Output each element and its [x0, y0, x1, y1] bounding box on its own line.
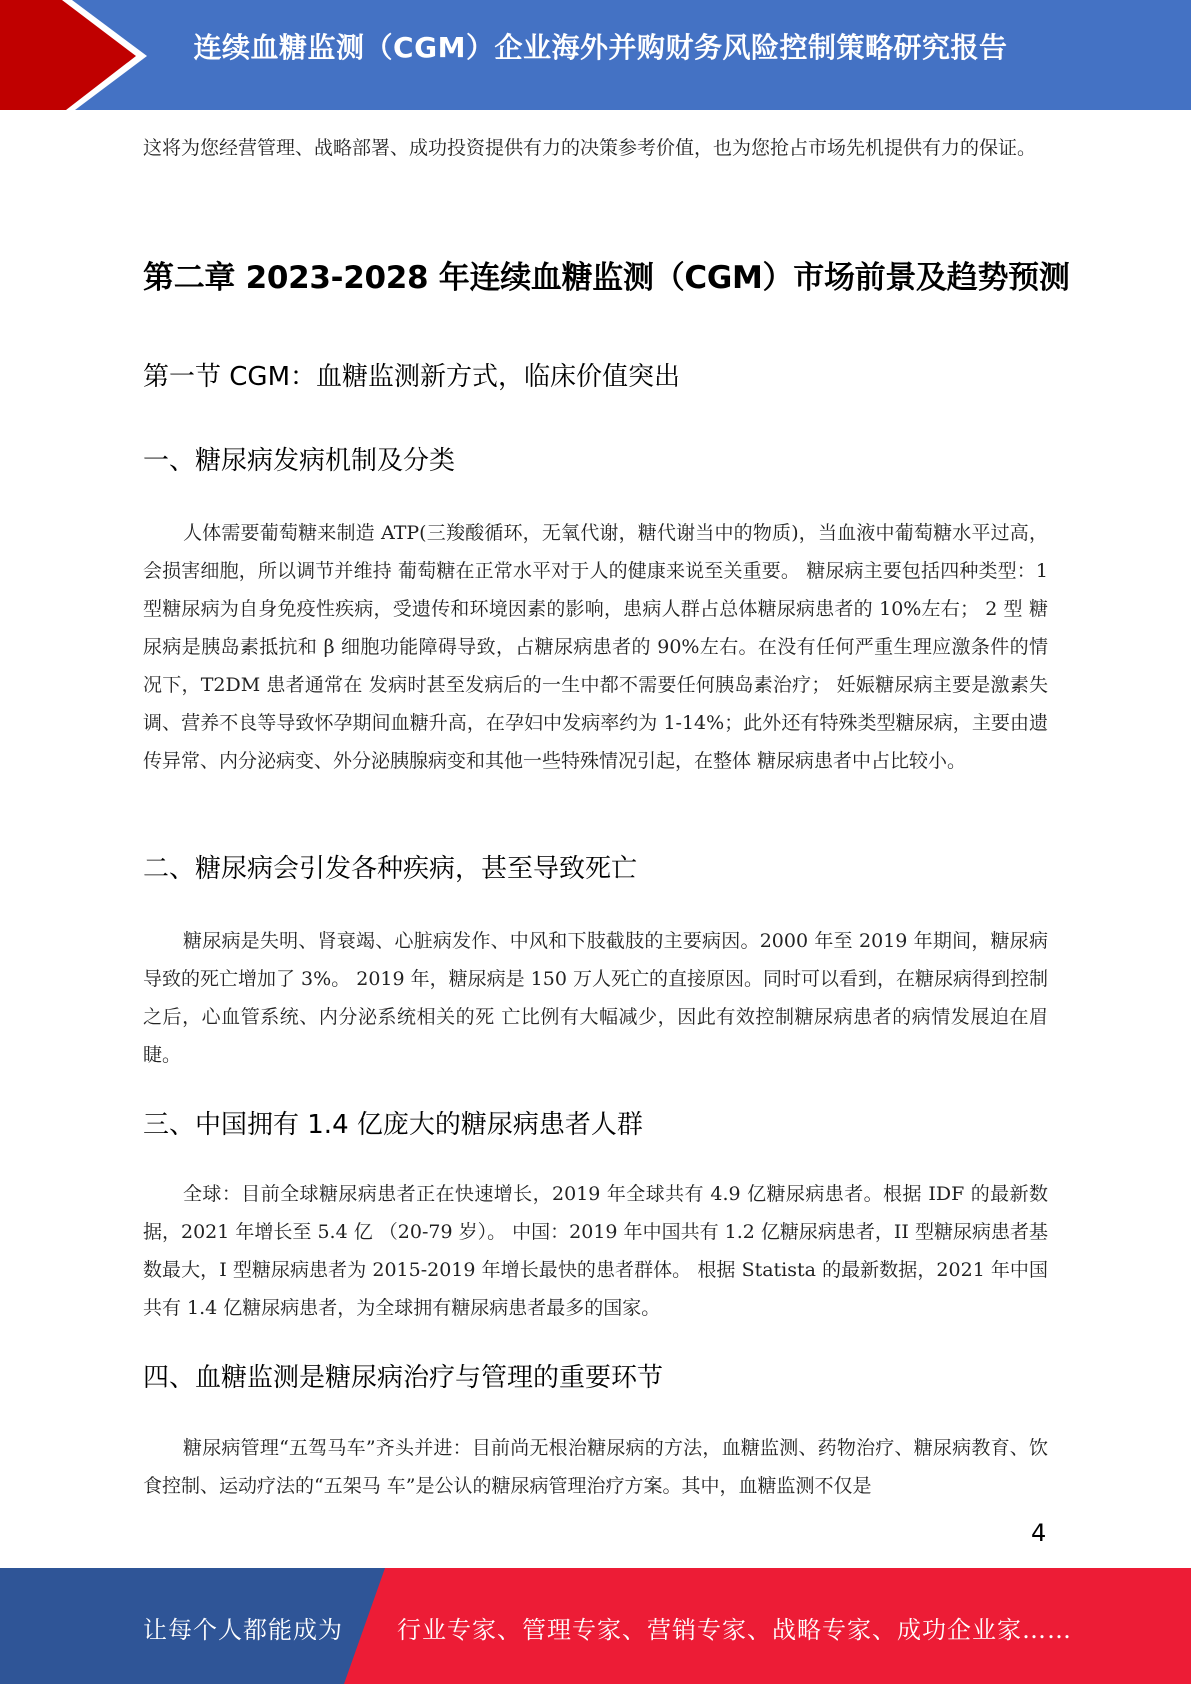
intro-paragraph: 这将为您经营管理、战略部署、成功投资提供有力的决策参考价值，也为您抢占市场先机提供有力的保证。: [143, 137, 1037, 159]
subsection-body-2: 糖尿病是失明、肾衰竭、心脏病发作、中风和下肢截肢的主要病因。2000 年至 2019 年期间，糖尿病导致的死亡增加了 3%。 2019 年，糖尿病是 150 万人死亡的直接原因。同时可以看到，在糖尿病得到控制之后，心血管系统、内分泌系统相关的死 亡比例有大幅减少，因此有效控制糖尿病患者的病情发展迫在眉睫。: [143, 930, 1048, 1066]
subsection-heading-4: 四、血糖监测是糖尿病治疗与管理的重要环节: [143, 1363, 664, 1393]
footer-slogan-left: 让每个人都能成为: [143, 1616, 343, 1644]
chapter-title: 第二章 2023-2028 年连续血糖监测（CGM）市场前景及趋势预测: [143, 260, 1070, 296]
subsection-body-1: 人体需要葡萄糖来制造 ATP(三羧酸循环，无氧代谢，糖代谢当中的物质)，当血液中葡萄糖水平过高，会损害细胞，所以调节并维持 葡萄糖在正常水平对于人的健康来说至关重要。 糖尿病主要包括四种类型：1 型糖尿病为自身免疫性疾病，受遗传和环境因素的影响，患病人群占总体糖尿病患者的 10%左右； 2 型 糖尿病是胰岛素抵抗和 β 细胞功能障碍导致，占糖尿病患者的 90%左右。在没有任何严重生理应激条件的情况下，T2DM 患者通常在 发病时甚至发病后的一生中都不需要任何胰岛素治疗； 妊娠糖尿病主要是激素失调、营养不良等导致怀孕期间血糖升高，在孕妇中发病率约为 1-14%；此外还有特殊类型糖尿病，主要由遗传异常、内分泌病变、外分泌胰腺病变和其他一些特殊情况引起，在整体 糖尿病患者中占比较小。: [143, 522, 1048, 772]
subsection-heading-2: 二、糖尿病会引发各种疾病，甚至导致死亡: [143, 854, 638, 884]
subsection-body-3: 全球：目前全球糖尿病患者正在快速增长，2019 年全球共有 4.9 亿糖尿病患者。根据 IDF 的最新数据，2021 年增长至 5.4 亿 （20-79 岁）。 中国：2019 年中国共有 1.2 亿糖尿病患者，II 型糖尿病患者基数最大，I 型糖尿病患者为 2015-2019 年增长最快的患者群体。 根据 Statista 的最新数据，2021 年中国共有 1.4 亿糖尿病患者，为全球拥有糖尿病患者最多的国家。: [143, 1183, 1048, 1319]
subsection-heading-3: 三、中国拥有 1.4 亿庞大的糖尿病患者人群: [143, 1110, 643, 1140]
page-number: 4: [1031, 1519, 1047, 1547]
section-title: 第一节 CGM：血糖监测新方式，临床价值突出: [143, 362, 680, 392]
page-header: [0, 0, 1191, 110]
subsection-heading-1: 一、糖尿病发病机制及分类: [143, 446, 456, 476]
report-title: 连续血糖监测（CGM）企业海外并购财务风险控制策略研究报告: [193, 31, 1008, 64]
red-arrow-shape: [0, 0, 136, 110]
subsection-body-4: 糖尿病管理“五驾马车”齐头并进：目前尚无根治糖尿病的方法，血糖监测、药物治疗、糖尿病教育、饮食控制、运动疗法的“五架马 车”是公认的糖尿病管理治疗方案。其中，血糖监测不仅是: [143, 1437, 1048, 1497]
footer-slogan-right: 行业专家、管理专家、营销专家、战略专家、成功企业家……: [397, 1616, 1072, 1644]
page-footer: [0, 1568, 1191, 1684]
